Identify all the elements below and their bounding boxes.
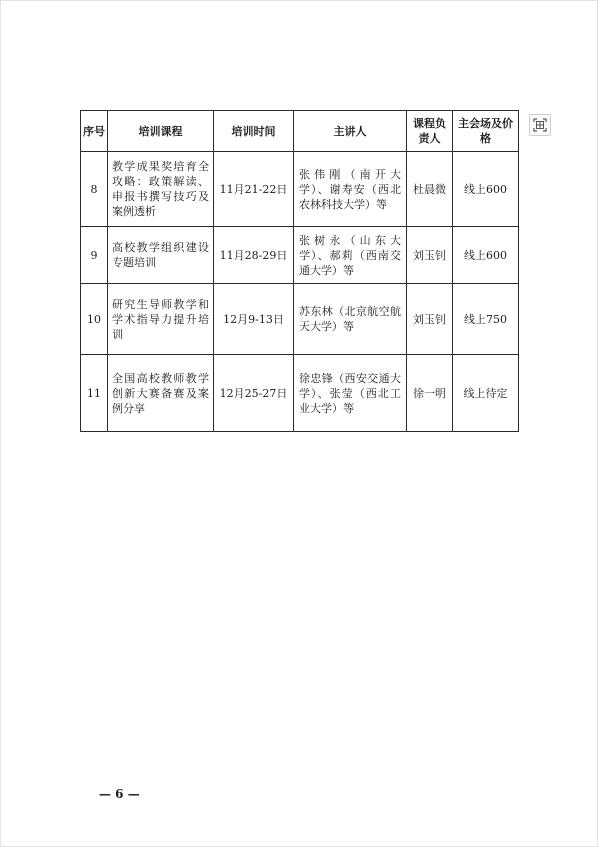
cell-no: 10 (81, 284, 108, 355)
header-owner: 课程负责人 (407, 111, 453, 152)
cell-no: 9 (81, 227, 108, 284)
cell-time: 11月21-22日 (214, 152, 294, 227)
table-row (81, 227, 519, 284)
header-course: 培训课程 (108, 111, 214, 152)
table-header-row (81, 111, 519, 152)
cell-course: 高校教学组织建设专题培训 (108, 227, 214, 284)
cell-venue: 线上待定 (453, 355, 519, 432)
cell-time: 11月28-29日 (214, 227, 294, 284)
cell-course: 研究生导师教学和学术指导力提升培训 (108, 284, 214, 355)
table-select-button[interactable] (529, 114, 551, 136)
header-no: 序号 (81, 111, 108, 152)
cell-speaker: 徐忠锋（西安交通大学）、张莹（西北工业大学）等 (294, 355, 407, 432)
cell-course: 全国高校教师教学创新大赛备赛及案例分享 (108, 355, 214, 432)
header-venue: 主会场及价格 (453, 111, 519, 152)
header-time: 培训时间 (214, 111, 294, 152)
cell-course: 教学成果奖培育全攻略：政策解读、申报书撰写技巧及案例透析 (108, 152, 214, 227)
cell-no: 8 (81, 152, 108, 227)
cell-owner: 徐一明 (407, 355, 453, 432)
cell-owner: 杜晨微 (407, 152, 453, 227)
page-number: — 6 — (99, 787, 140, 801)
table-row (81, 355, 519, 432)
table-row (81, 152, 519, 227)
cell-time: 12月25-27日 (214, 355, 294, 432)
cell-time: 12月9-13日 (214, 284, 294, 355)
cell-speaker: 苏东林（北京航空航天大学）等 (294, 284, 407, 355)
header-speaker: 主讲人 (294, 111, 407, 152)
cell-venue: 线上600 (453, 152, 519, 227)
cell-speaker: 张树永（山东大学）、郝莉（西南交通大学）等 (294, 227, 407, 284)
cell-no: 11 (81, 355, 108, 432)
cell-owner: 刘玉钊 (407, 284, 453, 355)
cell-venue: 线上750 (453, 284, 519, 355)
course-table (80, 110, 519, 432)
cell-owner: 刘玉钊 (407, 227, 453, 284)
cell-speaker: 张伟刚（南开大学）、谢寿安（西北农林科技大学）等 (294, 152, 407, 227)
cell-venue: 线上600 (453, 227, 519, 284)
table-row (81, 284, 519, 355)
table-select-icon (533, 118, 547, 132)
